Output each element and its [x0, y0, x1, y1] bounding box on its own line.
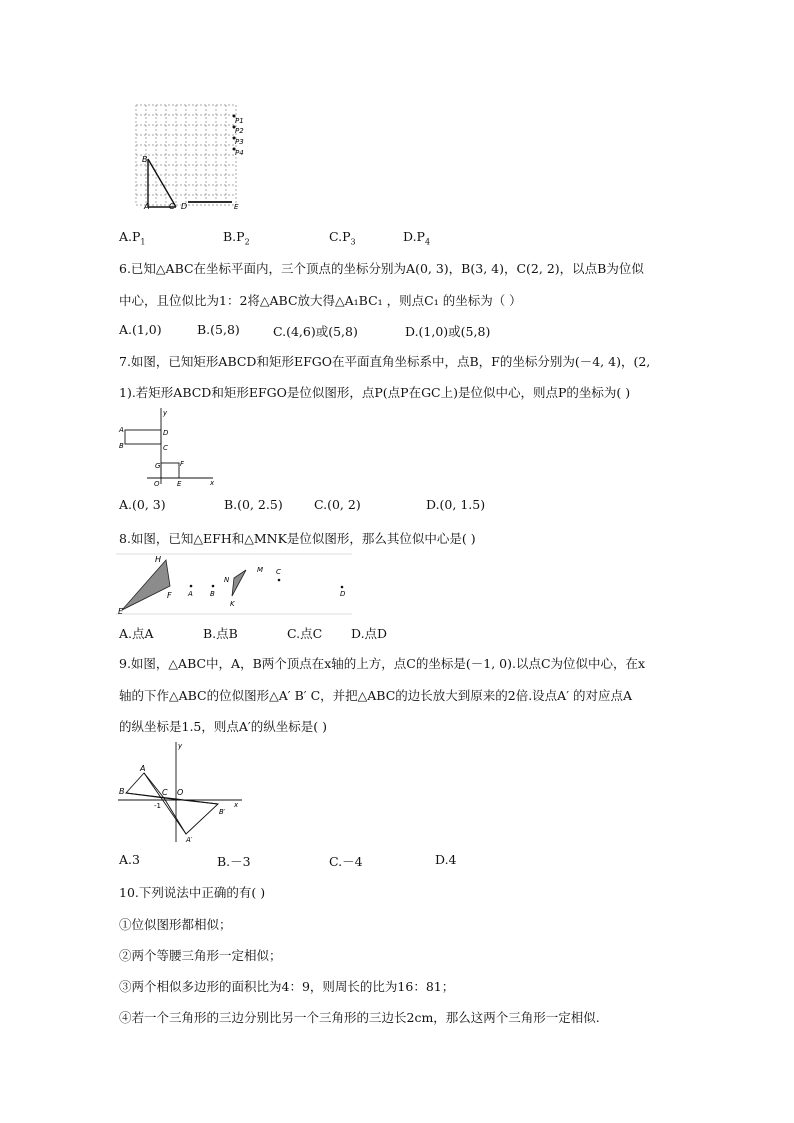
- q8-point-d: [341, 586, 344, 589]
- q5-option-d[interactable]: $D.P_4$: [403, 229, 431, 247]
- q8-option-c[interactable]: C.点C: [287, 626, 323, 641]
- q7-label-y: y: [163, 409, 168, 417]
- q7-option-a[interactable]: A.(0, 3): [119, 497, 166, 512]
- q9-label-c: C: [162, 788, 168, 797]
- q8-figure: [116, 552, 352, 616]
- q8-label-m: M: [257, 566, 264, 574]
- q7-label-c: C: [163, 444, 168, 452]
- q7-option-b[interactable]: B.(0, 2.5): [224, 497, 283, 512]
- q8-point-b: [212, 585, 215, 588]
- q8-options: [0, 624, 794, 640]
- q5-label-e: E: [234, 203, 239, 211]
- q7-label-x: x: [210, 479, 215, 487]
- q7-label-d: D: [163, 429, 169, 437]
- q5-option-c[interactable]: $C.P_3$: [329, 229, 356, 247]
- q9-line-bbp: [126, 793, 218, 804]
- q5-grid-figure: [124, 101, 252, 215]
- q10-item-2: ②两个等腰三角形一定相似；: [119, 948, 282, 963]
- q7-label-b: B: [119, 442, 124, 450]
- q8-label-d: D: [340, 590, 346, 598]
- q5-option-b[interactable]: $B.P_2$: [223, 229, 250, 247]
- q8-point-a: [190, 585, 193, 588]
- q9-label-aprime: A′: [186, 836, 193, 844]
- q5-label-p2: P2: [235, 127, 244, 135]
- q6-option-a[interactable]: A.(1,0): [119, 322, 162, 337]
- q7-rect-abcd: [125, 430, 161, 444]
- q7-option-d[interactable]: D.(0, 1.5): [426, 497, 486, 512]
- q7-label-a: A: [119, 426, 124, 434]
- q8-label-c: C: [276, 568, 281, 576]
- q5-label-d: D: [181, 202, 188, 211]
- q5-label-p1: P1: [235, 117, 244, 125]
- q5-segment-bc: [148, 159, 176, 207]
- q7-label-o: O: [154, 480, 160, 488]
- q10-item-1: ①位似图形都相似；: [119, 917, 232, 932]
- q9-label-x: x: [234, 801, 239, 809]
- q8-label-b: B: [210, 590, 215, 598]
- q7-label-e: E: [177, 480, 182, 488]
- q7-stem-line2: 1).若矩形ABCD和矩形EFGO是位似图形，点P(点P在GC上)是位似中心，则点P的坐标为( ): [119, 385, 631, 400]
- q7-stem-line1: 7.如图，已知矩形ABCD和矩形EFGO在平面直角坐标系中，点B，F的坐标分别为(－4, 4)，(2,: [119, 354, 651, 369]
- q6-stem-line1: 6.已知△ABC在坐标平面内，三个顶点的坐标分别为A(0, 3)，B(3, 4)，C(2, 2)，以点B为位似: [119, 261, 644, 276]
- q10-item-4: ④若一个三角形的三边分别比另一个三角形的三边长2cm，那么这两个三角形一定相似.: [119, 1010, 600, 1025]
- q8-point-c: [278, 579, 281, 582]
- q8-label-a: A: [188, 590, 193, 598]
- q6-option-b[interactable]: B.(5,8): [197, 322, 240, 337]
- q5-label-c: C: [169, 202, 175, 211]
- q8-label-n: N: [224, 576, 230, 584]
- q5-label-p4: P4: [235, 149, 244, 157]
- q7-option-c[interactable]: C.(0, 2): [314, 497, 361, 512]
- q9-option-b[interactable]: B.－3: [217, 854, 251, 869]
- q8-triangle-efh: [122, 560, 170, 610]
- q6-options: [0, 322, 794, 338]
- q9-option-c[interactable]: C.－4: [329, 854, 363, 869]
- q8-label-f: F: [167, 591, 172, 600]
- q9-option-d[interactable]: D.4: [435, 852, 457, 867]
- q9-label-bprime: B′: [219, 808, 226, 816]
- q8-label-h: H: [155, 555, 162, 564]
- q5-label-a: A: [144, 202, 150, 211]
- q7-options: [0, 497, 794, 513]
- q9-stem-line1: 9.如图，△ABC中，A，B两个顶点在x轴的上方，点C的坐标是(－1, 0).以点C为位似中心，在x: [119, 656, 646, 671]
- q8-triangle-mnk: [232, 570, 246, 596]
- q8-option-b[interactable]: B.点B: [203, 626, 238, 641]
- q9-stem-line3: 的纵坐标是1.5，则点A′的纵坐标是( ): [119, 719, 327, 734]
- q9-stem-line2: 轴的下作△ABC的位似图形△A′ B′ C，并把△ABC的边长放大到原来的2倍.设点A′ 的对应点A: [119, 688, 633, 703]
- q10-stem: 10.下列说法中正确的有( ): [119, 885, 266, 900]
- q9-line-aap: [144, 773, 186, 834]
- q8-stem: 8.如图，已知△EFH和△MNK是位似图形，那么其位似中心是( ): [119, 531, 476, 546]
- q7-label-g: G: [155, 462, 161, 470]
- q9-label-a: A: [140, 764, 146, 773]
- q8-label-e: E: [118, 607, 124, 616]
- q9-figure: [116, 738, 246, 846]
- q8-option-d[interactable]: D.点D: [351, 626, 388, 641]
- q9-option-a[interactable]: A.3: [119, 852, 140, 867]
- q7-label-f: F: [180, 460, 185, 468]
- q5-option-a[interactable]: $A.P_1$: [119, 229, 146, 247]
- q5-label-p3: P3: [235, 138, 244, 146]
- q10-item-3: ③两个相似多边形的面积比为4：9，则周长的比为16：81；: [119, 979, 455, 994]
- q9-options: [0, 852, 794, 868]
- q8-label-k: K: [230, 600, 235, 608]
- q5-label-b: B: [142, 155, 148, 164]
- q9-label-o: O: [177, 788, 184, 797]
- q9-label-b: B: [119, 787, 125, 796]
- q8-option-a[interactable]: A.点A: [119, 626, 154, 641]
- q6-option-d[interactable]: D.(1,0)或(5,8): [405, 324, 491, 339]
- q6-stem-line2: 中心，且位似比为1：2将△ABC放大得△A₁BC₁ ，则点C₁ 的坐标为（ ）: [119, 293, 522, 308]
- q5-options: [0, 229, 794, 245]
- q6-option-c[interactable]: C.(4,6)或(5,8): [273, 324, 358, 339]
- q9-label-y: y: [178, 742, 183, 750]
- q9-label-minus1: -1: [154, 802, 161, 810]
- q7-rect-efgo: [161, 463, 179, 478]
- q7-figure: [117, 406, 217, 488]
